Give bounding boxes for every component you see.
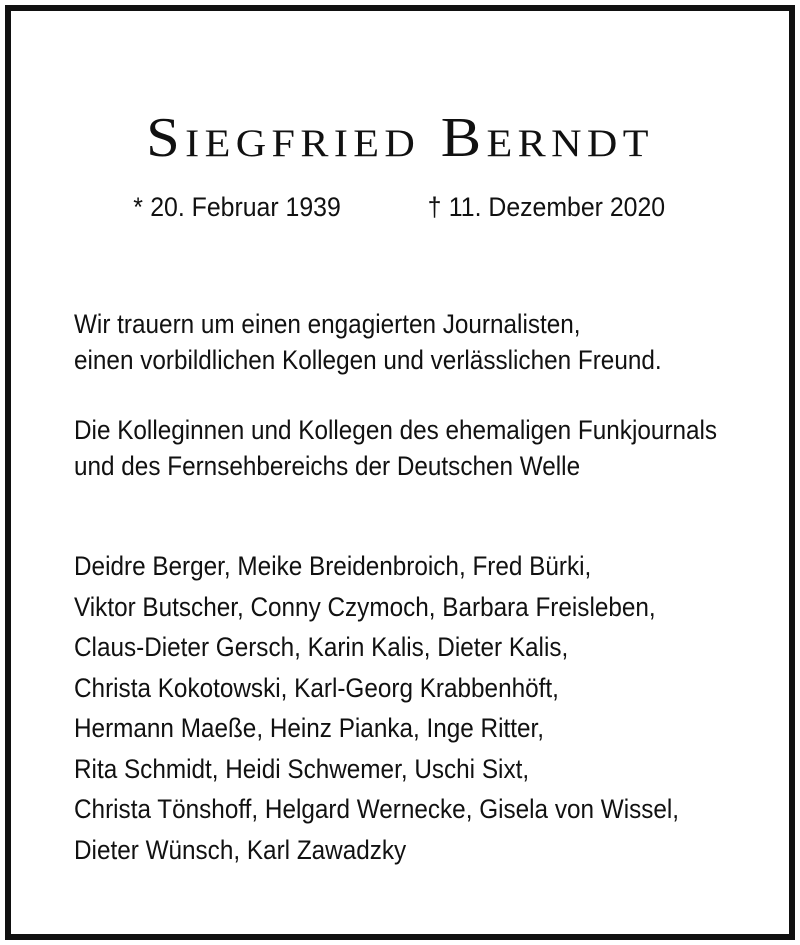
- signatory-line: Rita Schmidt, Heidi Schwemer, Uschi Sixt,: [74, 753, 530, 784]
- birth-date: 20. Februar 1939: [150, 192, 341, 222]
- signatory-line: Hermann Maeße, Heinz Pianka, Inge Ritter,: [74, 713, 545, 743]
- life-dates: [32, 190, 768, 224]
- death-symbol: †: [427, 192, 442, 222]
- sender-line: Die Kolleginnen und Kollegen des ehemaligen Funkjournals: [74, 415, 718, 445]
- death-date-line: [428, 190, 666, 224]
- signatory-line: Claus-Dieter Gersch, Karin Kalis, Dieter Kalis,: [74, 632, 569, 662]
- birth-symbol: *: [133, 192, 143, 222]
- signatory-line: Christa Kokotowski, Karl-Georg Krabbenhöft,: [74, 672, 559, 703]
- death-date: 11. Dezember 2020: [448, 192, 666, 222]
- deceased-name: Siegfried Berndt: [146, 107, 654, 169]
- signatory-line: Dieter Wünsch, Karl Zawadzky: [74, 834, 407, 865]
- signatories-list: [74, 546, 679, 870]
- sender-line: und des Fernsehbereichs der Deutschen Welle: [74, 451, 581, 481]
- mourning-line: einen vorbildlichen Kollegen und verlässlichen Freund.: [74, 345, 662, 375]
- signatory-line: Viktor Butscher, Conny Czymoch, Barbara Freisleben,: [74, 591, 656, 622]
- signatory-line: Christa Tönshoff, Helgard Wernecke, Gisela von Wissel,: [74, 794, 680, 824]
- mourning-line: Wir trauern um einen engagierten Journalisten,: [74, 309, 581, 339]
- mourning-text: [74, 306, 662, 378]
- signatory-line: Deidre Berger, Meike Breidenbroich, Fred Bürki,: [74, 551, 592, 581]
- sender-text: [74, 412, 717, 484]
- birth-date-line: [133, 190, 341, 224]
